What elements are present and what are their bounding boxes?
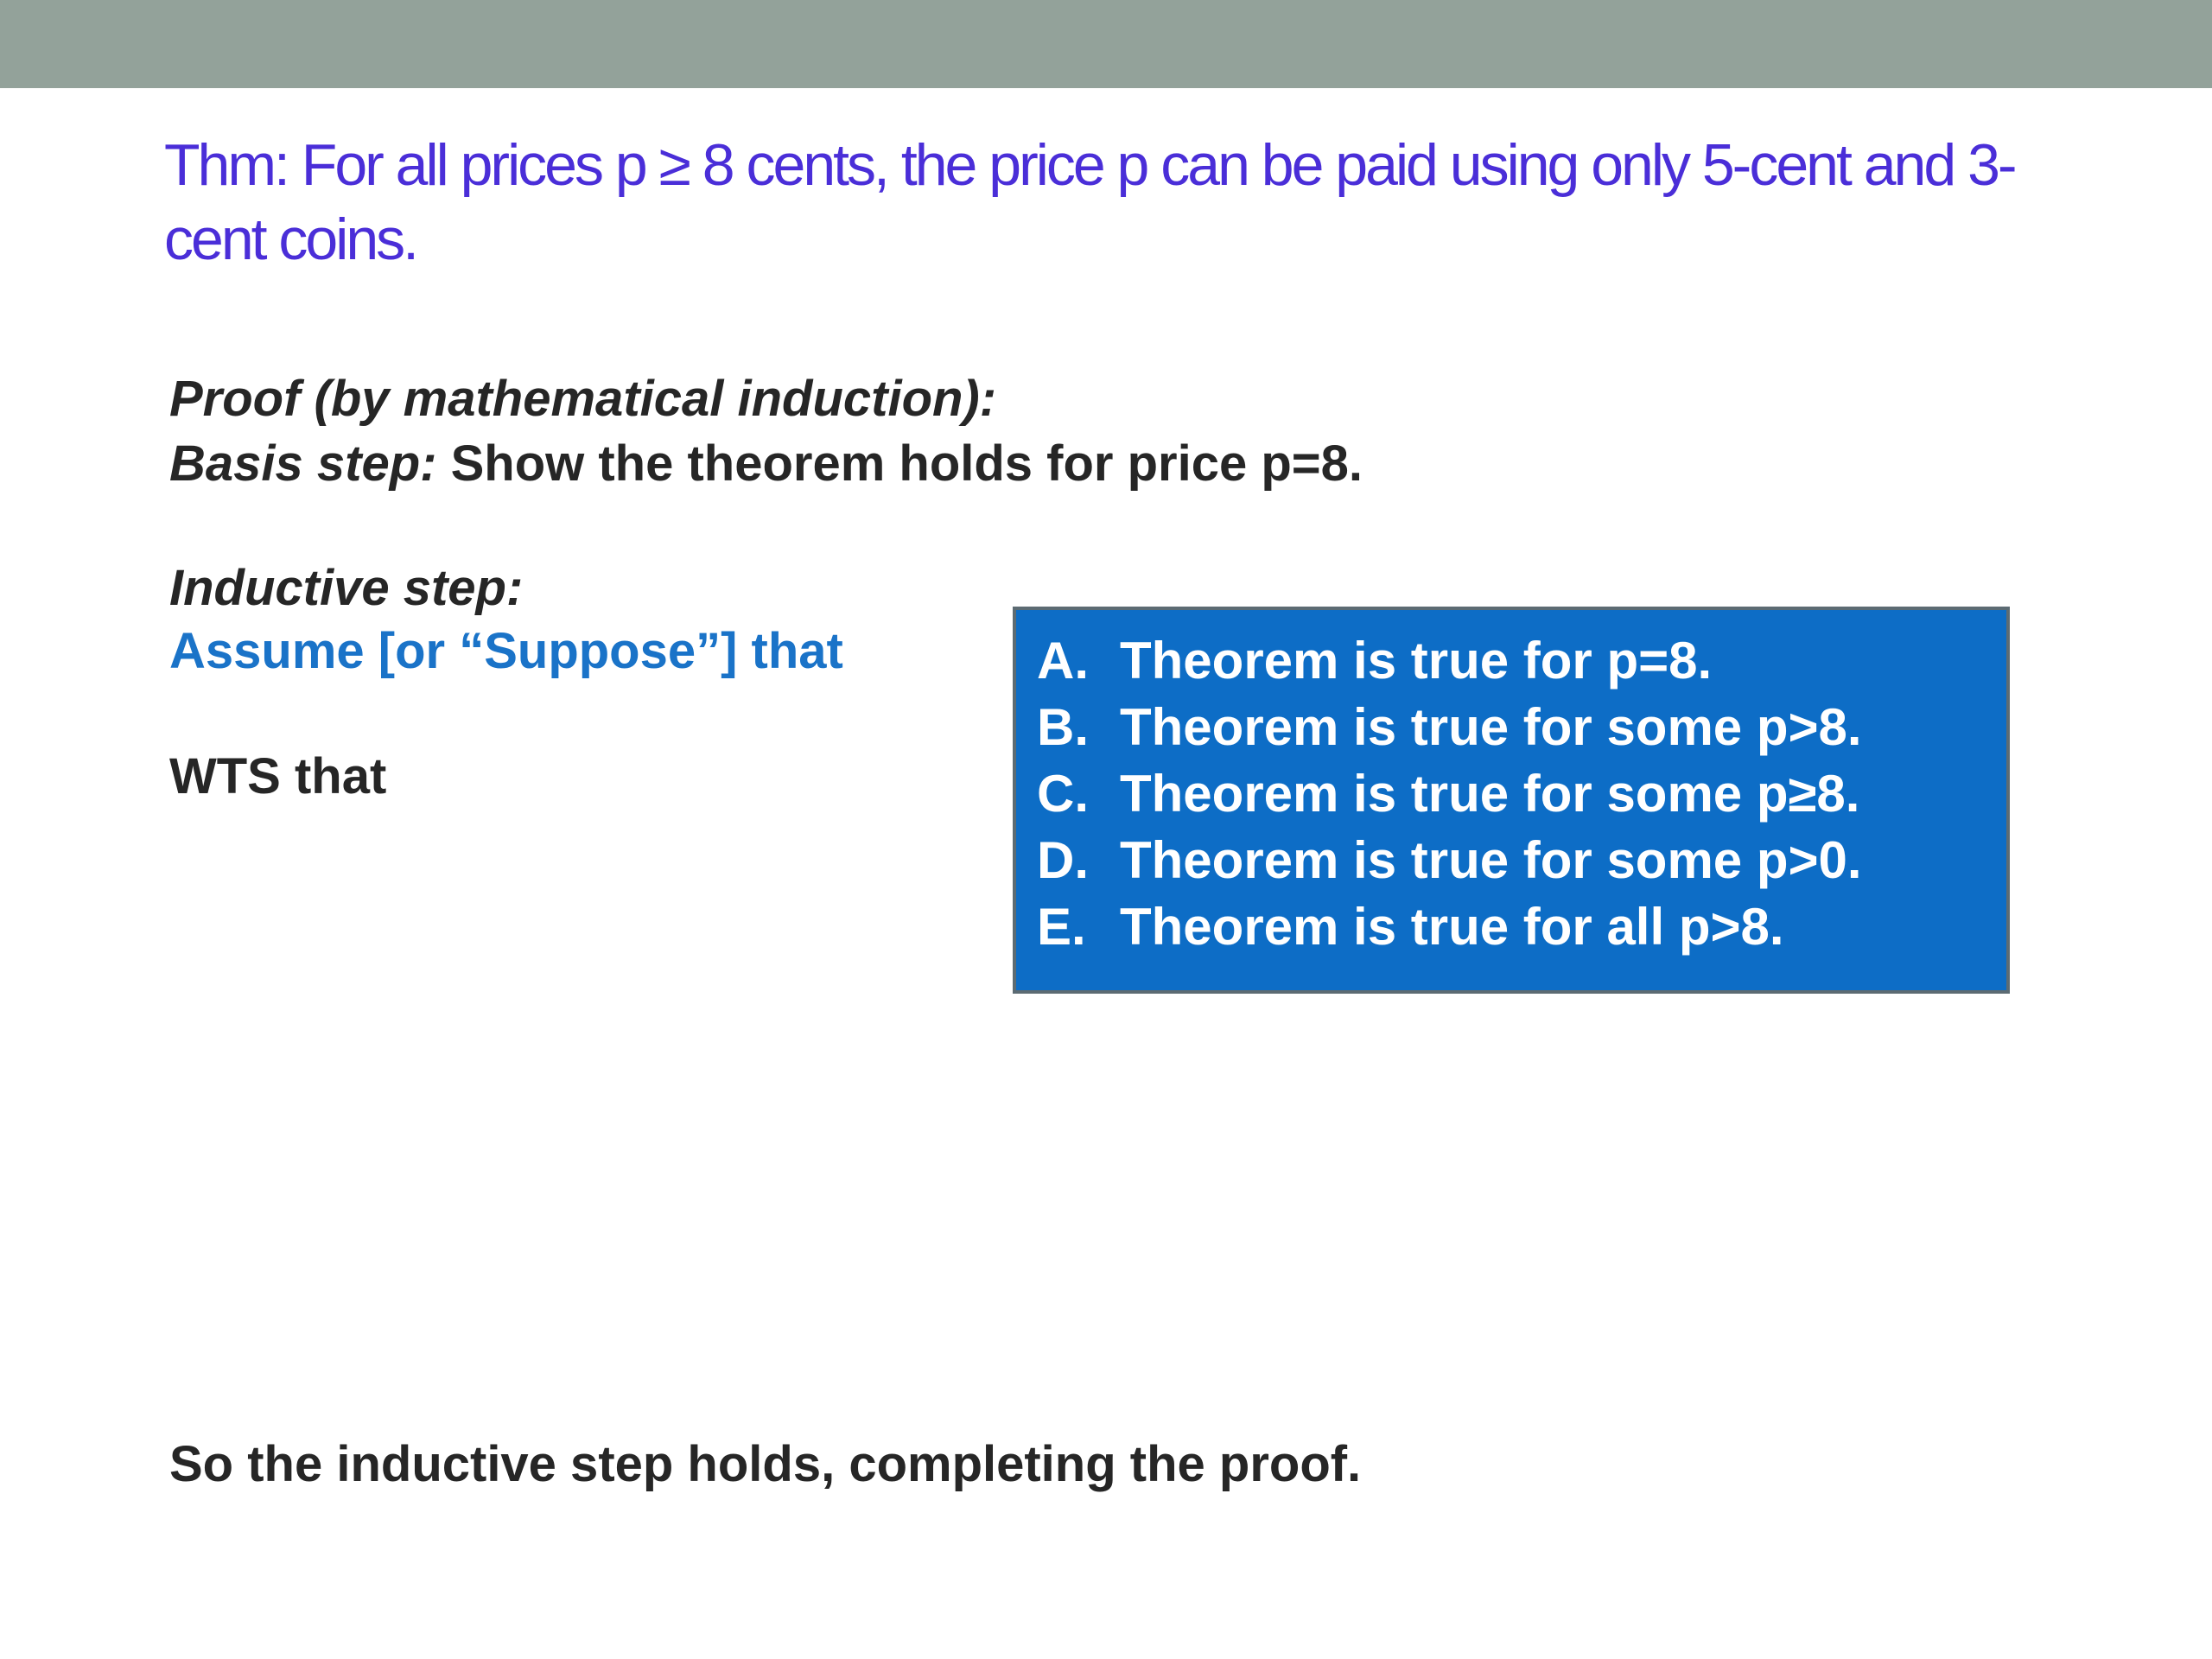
slide-title: Thm: For all prices p ≥ 8 cents, the price p can be paid using only 5-cent and 3-cent coins. — [164, 132, 2015, 272]
assume-text: Assume [or “Suppose”] that — [169, 623, 843, 679]
conclusion-text: So the inductive step holds, completing the proof. — [169, 1436, 1362, 1492]
answer-option-d[interactable] — [1037, 827, 2006, 893]
option-text: Theorem is true for p=8. — [1120, 632, 1713, 690]
answer-option-e[interactable] — [1037, 893, 2006, 960]
answer-option-a[interactable] — [1037, 627, 2006, 694]
inductive-step-heading: Inductive step: — [169, 560, 524, 616]
answer-option-b[interactable] — [1037, 694, 2006, 760]
basis-step-label: Basis step: — [169, 435, 437, 492]
option-letter: D. — [1037, 831, 1089, 889]
basis-step-line — [169, 434, 1363, 494]
option-letter: B. — [1037, 698, 1089, 756]
option-text: Theorem is true for all p>8. — [1120, 898, 1784, 956]
basis-step-text: Show the theorem holds for price p=8. — [436, 435, 1363, 492]
answer-option-c[interactable] — [1037, 760, 2006, 827]
option-letter: A. — [1037, 632, 1089, 690]
option-text: Theorem is true for some p>0. — [1120, 831, 1862, 889]
option-letter: E. — [1037, 898, 1086, 956]
answer-options-box — [1013, 607, 2010, 994]
option-letter: C. — [1037, 765, 1089, 823]
wts-text: WTS that — [169, 748, 387, 804]
proof-heading: Proof (by mathematical induction): — [169, 371, 997, 427]
option-text: Theorem is true for some p≥8. — [1120, 765, 1860, 823]
option-text: Theorem is true for some p>8. — [1120, 698, 1862, 756]
top-bar — [0, 0, 2212, 88]
